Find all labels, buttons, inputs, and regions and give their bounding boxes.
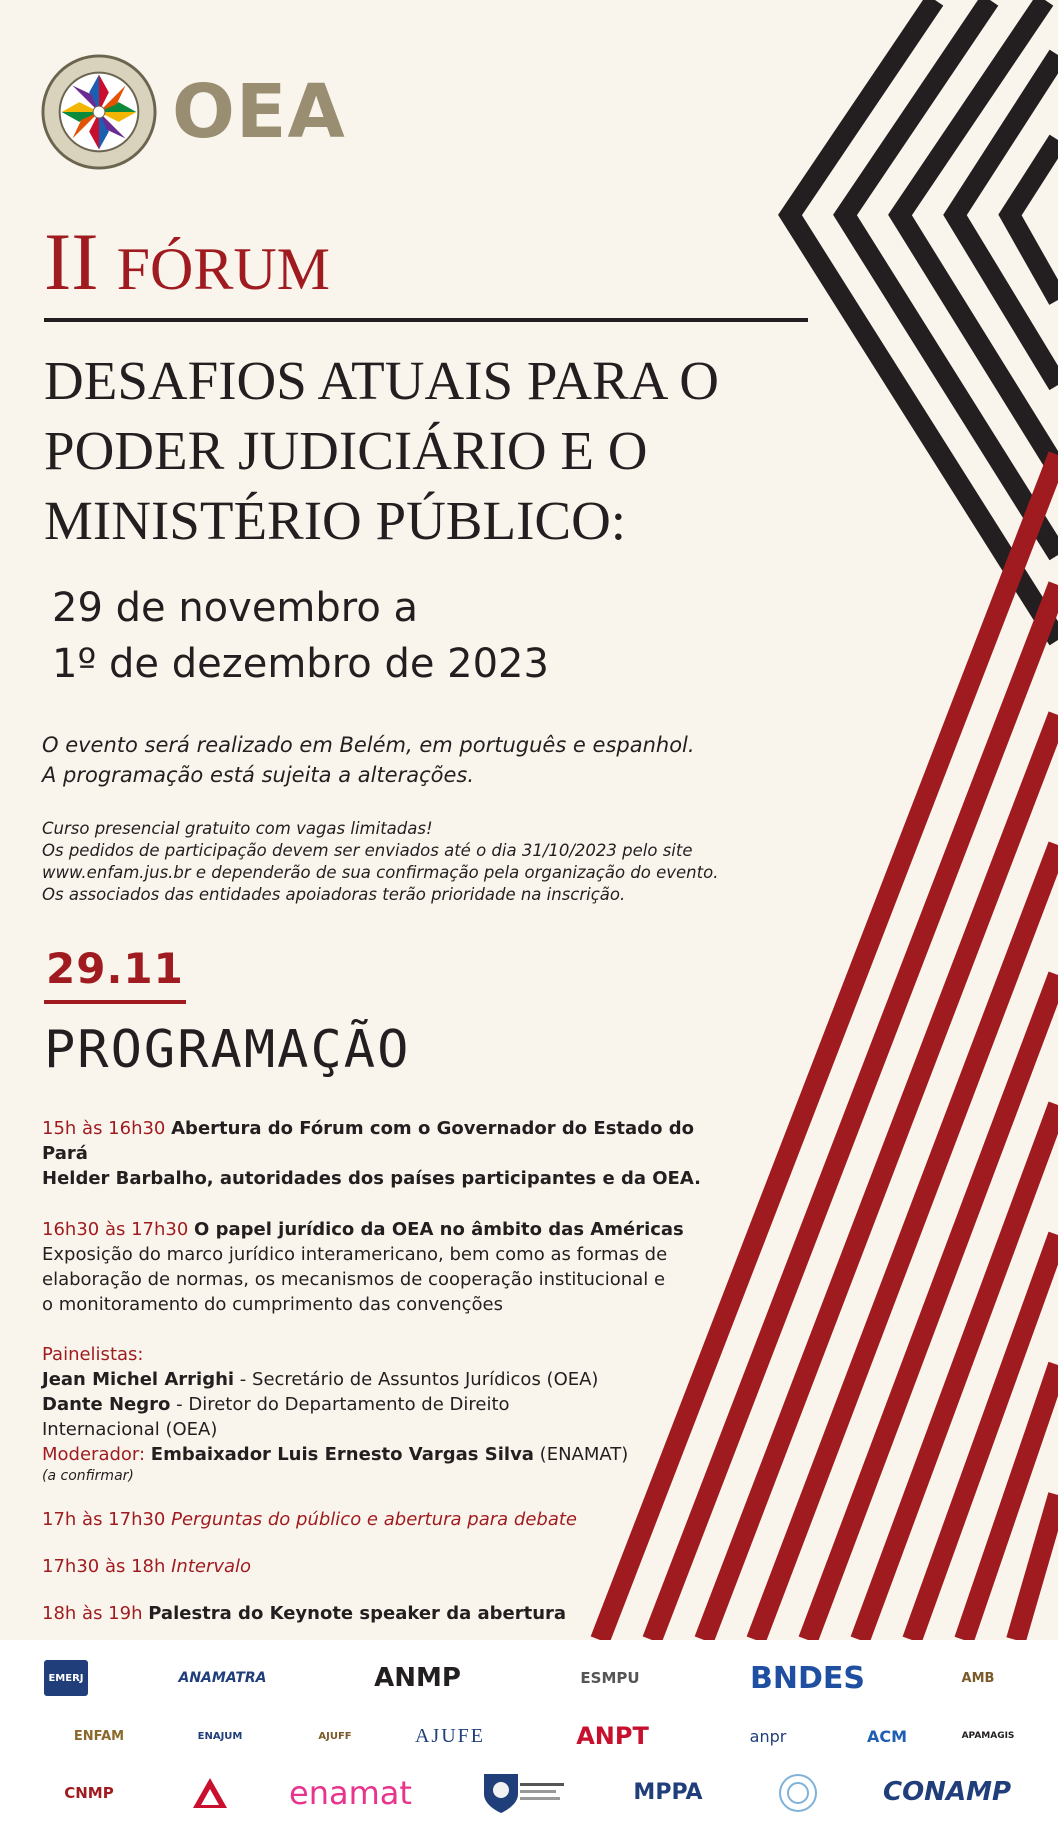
partner-logo-enajum: ENAJUM [197,1730,243,1742]
moderator-org: (ENAMAT) [533,1444,629,1465]
partner-logo-tj-text-icon [518,1777,568,1807]
schedule-item [42,1217,742,1242]
partner-logo-enamat: enamat [289,1774,412,1812]
schedule-title: Palestra do Keynote speaker da abertura [148,1603,567,1624]
headline-line: PODER JUDICIÁRIO E O [44,420,648,481]
to-confirm-note: (a confirmar) [42,1468,134,1484]
day-label: 29.11 [46,944,184,993]
forum-number: II [44,216,99,307]
partner-logo-ajufe: AJUFE [414,1724,485,1747]
note-line: Curso presencial gratuito com vagas limitadas! [42,819,433,838]
schedule-title: Perguntas do público e abertura para debate [171,1509,577,1530]
schedule-title-cont: Helder Barbalho, autoridades dos países participantes e da OEA. [42,1168,701,1189]
partner-logo-ajuff: AJUFF [318,1730,352,1742]
partner-logo-apamagis: APAMAGIS [961,1731,1015,1741]
partner-logo-cnmp: CNMP [64,1784,114,1802]
partner-logos [0,1640,1058,1829]
oea-logo [40,52,346,172]
partner-logo-amb: AMB [961,1670,995,1686]
schedule-time: 17h às 17h30 [42,1509,166,1530]
intro-line: O evento será realizado em Belém, em português e espanhol. [42,733,695,757]
moderator [42,1442,742,1467]
event-dates [52,580,549,692]
date-line: 29 de novembro a [52,585,419,631]
panelist-name: Dante Negro [42,1394,171,1415]
title-divider [44,318,808,322]
partner-logo-anpt: ANPT [576,1722,649,1750]
schedule-item [42,1554,742,1579]
schedule-time: 15h às 16h30 [42,1118,166,1139]
schedule-desc: o monitoramento do cumprimento das convenções [42,1294,504,1315]
registration-notes [42,818,742,906]
schedule-time: 17h30 às 18h [42,1556,166,1577]
schedule-item [42,1116,742,1166]
note-line: www.enfam.jus.br e dependerão de sua confirmação pela organização do evento. [42,863,719,882]
schedule-item [42,1601,742,1626]
note-line: Os associados das entidades apoiadoras terão prioridade na inscrição. [42,885,626,904]
partner-logo-anamatra: ANAMATRA [178,1670,267,1686]
partner-logo-esmpu: ESMPU [580,1669,640,1687]
headline-line: MINISTÉRIO PÚBLICO: [44,490,627,551]
partner-logo-bndes: BNDES [750,1660,865,1696]
schedule-desc: elaboração de normas, os mecanismos de cooperação institucional e [42,1269,666,1290]
panelist-name: Jean Michel Arrighi [42,1369,235,1390]
date-line: 1º de dezembro de 2023 [52,641,549,687]
schedule-title: Abertura do Fórum com o Governador do Estado do Pará [42,1118,694,1164]
schedule-title: Intervalo [171,1556,252,1577]
forum-word: FÓRUM [116,236,331,302]
moderator-label: Moderador: [42,1444,151,1465]
partner-logo-emerj: EMERJ [44,1660,88,1696]
event-headline [44,346,774,556]
day-underline [44,1000,186,1004]
panelist-role: - Diretor do Departamento de Direito [170,1394,510,1415]
intro-line: A programação está sujeita a alterações. [42,763,475,787]
note-line: Os pedidos de participação devem ser enviados até o dia 31/10/2023 pelo site [42,841,693,860]
panelist-role-cont: Internacional (OEA) [42,1419,218,1440]
partner-logo-anmp: ANMP [374,1663,461,1693]
partner-logo-triangle-icon [190,1775,230,1811]
schedule-time: 16h30 às 17h30 [42,1219,189,1240]
moderator-name: Embaixador Luis Ernesto Vargas Silva [150,1444,534,1465]
panelist [42,1367,742,1392]
event-intro [42,730,695,790]
panelist-role: - Secretário de Assuntos Jurídicos (OEA) [234,1369,599,1390]
schedule [42,1116,742,1626]
partner-logo-conamp: CONAMP [883,1777,1011,1807]
schedule-desc: Exposição do marco jurídico interamericano, bem como as formas de [42,1244,668,1265]
forum-title [44,215,330,309]
partner-logo-mppa: MPPA [633,1779,703,1805]
panelist [42,1392,742,1417]
program-title: PROGRAMAÇÃO [44,1020,411,1080]
panelists-label: Painelistas: [42,1344,144,1365]
oea-seal-icon [40,53,158,171]
partner-logo-anpr: anpr [749,1726,787,1746]
partner-logo-circle-icon [770,1772,826,1814]
partner-logo-enfam: ENFAM [73,1728,125,1744]
oea-wordmark: OEA [172,69,346,155]
headline-line: DESAFIOS ATUAIS PARA O [44,350,719,411]
schedule-title: O papel jurídico da OEA no âmbito das Américas [194,1219,684,1240]
schedule-time: 18h às 19h [42,1603,143,1624]
partner-logo-acm: ACM [866,1726,908,1746]
schedule-item [42,1507,742,1532]
